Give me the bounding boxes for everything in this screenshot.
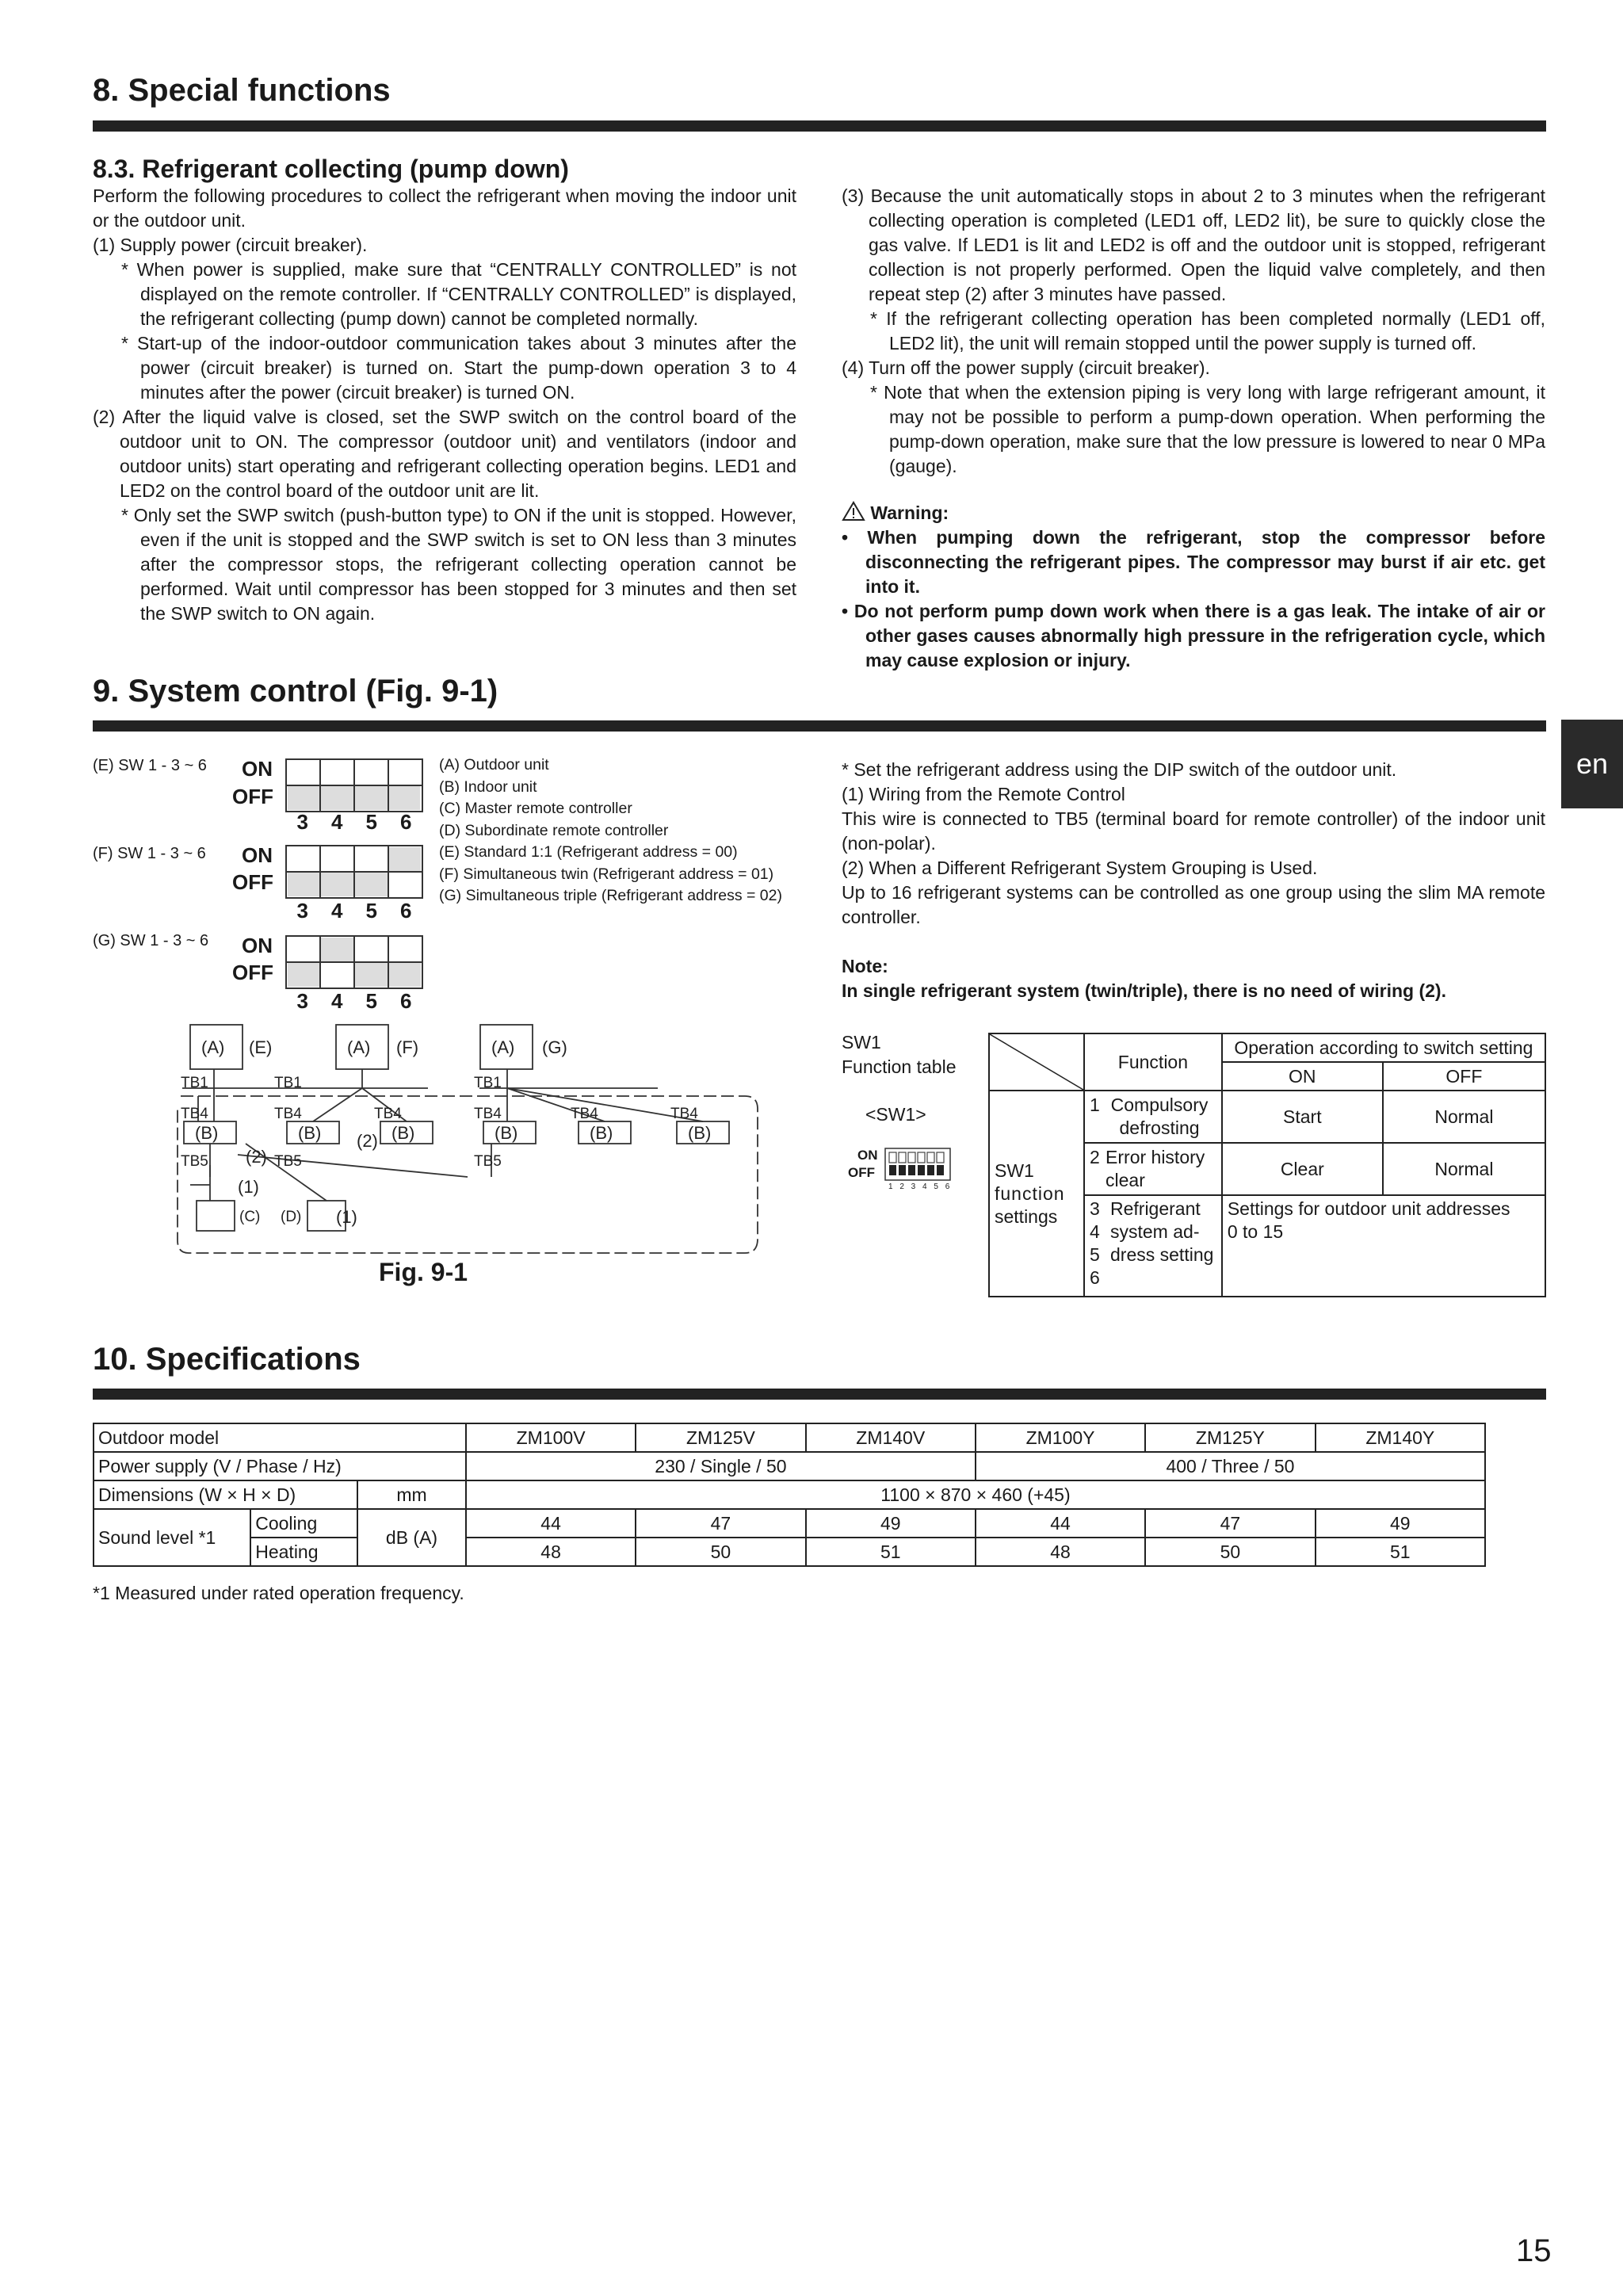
svg-text:(F): (F) — [396, 1037, 419, 1057]
on-value: Clear — [1222, 1143, 1383, 1195]
cooling-value: 47 — [1145, 1509, 1315, 1538]
heating-value: 50 — [1145, 1538, 1315, 1566]
function-table-label: Function table — [842, 1056, 957, 1077]
heating-value: 51 — [1316, 1538, 1485, 1566]
note: * Note that when the extension piping is very long with large refrigerant amount, it may not be possible to perform a pump-down operation. When performing the pump-down operation, make sure that the low pressure is lowered to near 0 MPa (gauge). — [870, 382, 1545, 476]
cooling-label: Cooling — [250, 1509, 357, 1538]
svg-text:(D): (D) — [281, 1209, 302, 1225]
wiring-diagram — [166, 1018, 769, 1256]
note-text: In single refrigerant system (twin/triple), there is no need of wiring (2). — [842, 980, 1446, 1001]
section-9-title: 9. System control (Fig. 9-1) — [93, 674, 498, 709]
section-8-right-column — [842, 184, 1545, 673]
svg-text:TB4: TB4 — [670, 1106, 698, 1122]
note-title: Note: — [842, 956, 888, 976]
svg-text:(B): (B) — [391, 1123, 415, 1143]
sw-row-label: (E) SW 1 - 3 ~ 6 — [93, 757, 207, 774]
cooling-value: 49 — [806, 1509, 976, 1538]
svg-text:TB4: TB4 — [374, 1106, 402, 1122]
off-label: OFF — [232, 785, 273, 808]
svg-text:(2): (2) — [357, 1131, 378, 1151]
page-number: 15 — [1516, 2233, 1552, 2268]
legend-item: (G) Simultaneous triple (Refrigerant address = 02) — [439, 887, 782, 904]
diagonal-cell — [989, 1033, 1084, 1091]
on-value: Start — [1222, 1091, 1383, 1143]
sw-row-label: (G) SW 1 - 3 ~ 6 — [93, 932, 209, 949]
step-4: (4) Turn off the power supply (circuit breaker). — [842, 357, 1210, 378]
legend-item: (B) Indoor unit — [439, 777, 537, 796]
off-value: Normal — [1383, 1143, 1545, 1195]
section-8-3-title: 8.3. Refrigerant collecting (pump down) — [93, 155, 569, 183]
step-2: (2) After the liquid valve is closed, set the SWP switch on the control board of the outdoor unit to ON. The compressor (outdoor unit) and ventilators (indoor and outdoor units) start operating and refrigerant collecting operation begins. LED1 and LED2 on the control board of the outdoor unit are lit. — [93, 407, 796, 501]
warning-heading — [842, 501, 1545, 525]
section-8-title: 8. Special functions — [93, 73, 391, 108]
function-cell: 1 Compulsory defrosting — [1084, 1091, 1222, 1143]
svg-text:(A): (A) — [491, 1037, 515, 1057]
svg-text:(B): (B) — [195, 1123, 219, 1143]
para: This wire is connected to TB5 (terminal board for remote controller) of the indoor unit (non-polar). — [842, 808, 1545, 854]
legend-item: (E) Standard 1:1 (Refrigerant address = 00) — [439, 843, 738, 861]
dip-switch-e — [285, 758, 423, 812]
model: ZM100V — [466, 1423, 636, 1452]
section-10-rule — [93, 1389, 1546, 1400]
note: * Only set the SWP switch (push-button type) to ON if the unit is stopped. However, even if the unit is stopped and the SWP switch is set to ON less than 3 minutes after the compressor stops, the refrigerant collecting operation cannot be performed. Wait until compressor has been stopped for 3 minutes and then set the SWP switch to ON again. — [121, 505, 796, 624]
legend — [439, 755, 782, 907]
svg-text:(A): (A) — [201, 1037, 225, 1057]
on-label: ON — [242, 843, 273, 867]
svg-text:(B): (B) — [298, 1123, 322, 1143]
svg-text:TB5: TB5 — [474, 1153, 502, 1170]
on-label: ON — [242, 934, 273, 957]
on-label: ON — [242, 757, 273, 781]
svg-text:TB5: TB5 — [274, 1153, 302, 1170]
heating-value: 48 — [466, 1538, 636, 1566]
footnote: *1 Measured under rated operation frequency. — [93, 1583, 464, 1603]
dimensions-value: 1100 × 870 × 460 (+45) — [466, 1480, 1485, 1509]
switch-digits: 3 4 5 6 — [296, 810, 412, 834]
sw1-caption — [842, 1030, 956, 1079]
svg-text:(C): (C) — [239, 1209, 261, 1225]
switch-digits: 3 4 5 6 — [296, 989, 412, 1013]
heating-label: Heating — [250, 1538, 357, 1566]
svg-text:TB1: TB1 — [274, 1075, 302, 1091]
section-8-left-column — [93, 184, 796, 626]
para: (2) When a Different Refrigerant System Grouping is Used. — [842, 858, 1318, 878]
para: Up to 16 refrigerant systems can be controlled as one group using the slim MA remote controller. — [842, 882, 1545, 927]
col-on: ON — [1222, 1062, 1383, 1091]
svg-text:(G): (G) — [542, 1037, 567, 1057]
svg-text:(E): (E) — [249, 1037, 273, 1057]
section-10-title: 10. Specifications — [93, 1342, 361, 1377]
svg-text:TB1: TB1 — [181, 1075, 208, 1091]
svg-text:(1): (1) — [336, 1207, 357, 1227]
language-tab: en — [1561, 720, 1623, 808]
heating-value: 48 — [976, 1538, 1145, 1566]
switch-digits: 3 4 5 6 — [296, 899, 412, 923]
svg-text:(B): (B) — [688, 1123, 712, 1143]
section-8-rule — [93, 120, 1546, 132]
power-supply-label: Power supply (V / Phase / Hz) — [94, 1452, 466, 1480]
model: ZM140Y — [1316, 1423, 1485, 1452]
svg-text:(B): (B) — [495, 1123, 518, 1143]
col-function: Function — [1084, 1033, 1222, 1091]
legend-item: (F) Simultaneous twin (Refrigerant address = 01) — [439, 865, 774, 883]
sw1-row-header: SW1 function settings — [989, 1091, 1084, 1297]
section-9-rule — [93, 720, 1546, 732]
sw1-dip-graphic: ON OFF 1 2 3 4 5 6 — [848, 1148, 953, 1191]
cooling-value: 44 — [976, 1509, 1145, 1538]
model: ZM100Y — [976, 1423, 1145, 1452]
dimensions-label: Dimensions (W × H × D) — [94, 1480, 357, 1509]
specifications-table — [93, 1423, 1486, 1567]
note: * If the refrigerant collecting operation has been completed normally (LED1 off, LED2 lit), the unit will remain stopped until the power supply is turned off. — [870, 308, 1545, 353]
sw1-tag: <SW1> — [865, 1104, 926, 1125]
warning-item: • Do not perform pump down work when there is a gas leak. The intake of air or other gases causes abnormally high pressure in the refrigeration cycle, which may cause explosion or injury. — [842, 601, 1545, 670]
heating-value: 50 — [636, 1538, 805, 1566]
legend-item: (A) Outdoor unit — [439, 756, 549, 774]
svg-text:(B): (B) — [590, 1123, 613, 1143]
power-supply-v: 230 / Single / 50 — [466, 1452, 976, 1480]
svg-text:TB4: TB4 — [474, 1106, 502, 1122]
svg-text:TB5: TB5 — [181, 1153, 208, 1170]
off-label: OFF — [232, 870, 273, 894]
power-supply-y: 400 / Three / 50 — [976, 1452, 1485, 1480]
svg-text:TB4: TB4 — [274, 1106, 302, 1122]
sw-row-label: (F) SW 1 - 3 ~ 6 — [93, 845, 206, 862]
off-value: Normal — [1383, 1091, 1545, 1143]
model: ZM140V — [806, 1423, 976, 1452]
outdoor-model-label: Outdoor model — [94, 1423, 466, 1452]
col-operation: Operation according to switch setting — [1222, 1033, 1545, 1062]
note: * Start-up of the indoor-outdoor communication takes about 3 minutes after the power (circuit breaker) is turned on. Start the pump-down operation 3 to 4 minutes after the power (circuit breaker) is turned ON. — [121, 333, 796, 403]
svg-text:(1): (1) — [238, 1177, 259, 1197]
dip-switch-f — [285, 845, 423, 899]
sound-unit: dB (A) — [357, 1509, 466, 1566]
svg-text:TB4: TB4 — [181, 1106, 208, 1122]
svg-text:(2): (2) — [246, 1147, 267, 1167]
heating-value: 51 — [806, 1538, 976, 1566]
svg-text:(A): (A) — [347, 1037, 371, 1057]
step-1: (1) Supply power (circuit breaker). — [93, 235, 368, 255]
model: ZM125V — [636, 1423, 805, 1452]
cooling-value: 47 — [636, 1509, 805, 1538]
sw1-function-table — [988, 1033, 1546, 1297]
dip-switch-icon — [884, 1148, 951, 1181]
figure-caption: Fig. 9-1 — [379, 1258, 468, 1286]
step-3: (3) Because the unit automatically stops in about 2 to 3 minutes when the refrigerant collecting operation is completed (LED1 off, LED2 lit), be sure to quickly close the gas valve. If LED1 is lit and LED2 is off and the outdoor unit is stopped, refrigerant collection is not properly performed. Open the liquid valve completely, and then repeat step (2) after 3 minutes have passed. — [842, 185, 1545, 304]
off-label: OFF — [232, 961, 273, 984]
svg-text:TB1: TB1 — [474, 1075, 502, 1091]
svg-text:TB4: TB4 — [571, 1106, 598, 1122]
function-cell: 2 Error history clear — [1084, 1143, 1222, 1195]
para: Perform the following procedures to collect the refrigerant when moving the indoor unit or the outdoor unit. — [93, 185, 796, 231]
para: (1) Wiring from the Remote Control — [842, 784, 1125, 804]
note: * Set the refrigerant address using the DIP switch of the outdoor unit. — [842, 759, 1397, 780]
model: ZM125Y — [1145, 1423, 1315, 1452]
cooling-value: 44 — [466, 1509, 636, 1538]
dimensions-unit: mm — [357, 1480, 466, 1509]
sound-level-label: Sound level *1 — [94, 1509, 250, 1566]
section-9-right-column — [842, 758, 1545, 1003]
warning-icon — [842, 501, 865, 521]
cooling-value: 49 — [1316, 1509, 1485, 1538]
col-off: OFF — [1383, 1062, 1545, 1091]
legend-item: (C) Master remote controller — [439, 800, 632, 817]
warning-title: Warning: — [870, 502, 949, 523]
function-cell: 3 Refrigerant 4 system ad- 5 dress setting 6 — [1084, 1195, 1222, 1297]
warning-item: • When pumping down the refrigerant, stop the compressor before disconnecting the refrigerant pipes. The compressor may burst if air etc. get into it. — [842, 527, 1545, 597]
ref-setting-cell: Settings for outdoor unit addresses 0 to 15 — [1222, 1195, 1545, 1297]
note: * When power is supplied, make sure that “CENTRALLY CONTROLLED” is not displayed on the remote controller. If “CENTRALLY CONTROLLED” is displayed, the refrigerant collecting (pump down) cannot be completed normally. — [121, 259, 796, 329]
sw1-label: SW1 — [842, 1032, 881, 1052]
dip-switch-g — [285, 935, 423, 989]
legend-item: (D) Subordinate remote controller — [439, 821, 669, 839]
